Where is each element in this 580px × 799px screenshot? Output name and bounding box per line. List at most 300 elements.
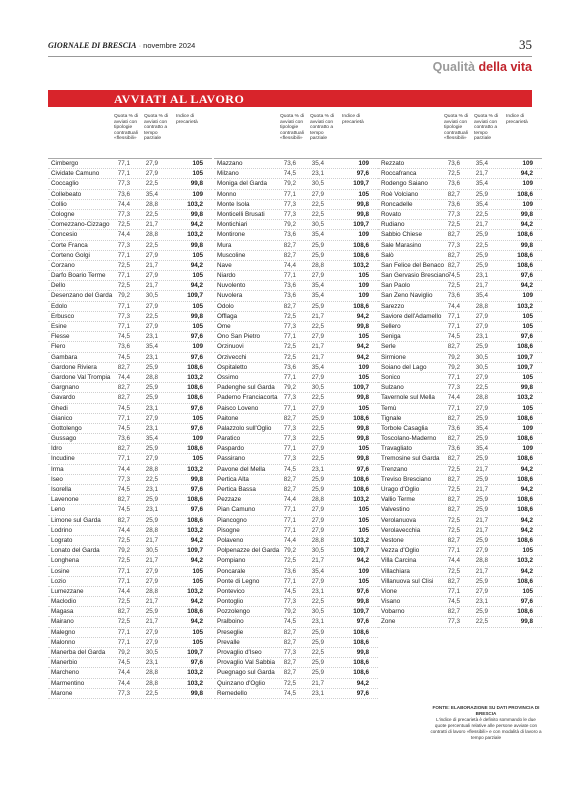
quota-parziale: 27,9 (145, 272, 158, 280)
table-row (214, 373, 378, 383)
indice-precarieta: 105 (522, 312, 533, 320)
quota-parziale: 30,5 (311, 180, 324, 188)
indice-precarieta: 99,8 (190, 210, 203, 218)
table-row (378, 444, 542, 454)
indice-precarieta: 94,2 (190, 282, 203, 290)
comune-name: Lavenone (51, 496, 79, 504)
quota-flessibili: 74,4 (117, 231, 130, 239)
table-row (214, 404, 378, 414)
table-row (214, 628, 378, 638)
quota-parziale: 28,8 (311, 261, 324, 269)
indice-precarieta: 108,6 (187, 608, 203, 616)
comune-name: Trenzano (381, 465, 408, 473)
table-row (214, 291, 378, 301)
indice-precarieta: 97,6 (190, 404, 203, 412)
comune-name: Maclodio (51, 598, 77, 606)
comune-name: Pontevico (217, 587, 245, 595)
comune-name: Nuvolera (217, 292, 243, 300)
table-row (378, 556, 542, 566)
header-tempo-parziale: Quota % di avviati con contratto a tempo parziale (474, 114, 499, 142)
table-row (378, 617, 542, 627)
table-row (214, 536, 378, 546)
indice-precarieta: 94,2 (356, 353, 369, 361)
indice-precarieta: 97,6 (190, 486, 203, 493)
indice-precarieta: 97,6 (520, 272, 533, 280)
quota-flessibili: 82,7 (447, 455, 460, 463)
quota-flessibili: 77,3 (283, 435, 296, 443)
comune-name: Pertica Bassa (217, 486, 256, 493)
quota-parziale: 25,9 (145, 445, 158, 453)
table-row (378, 159, 542, 169)
indice-precarieta: 109,7 (353, 547, 369, 555)
quota-flessibili: 77,1 (283, 516, 296, 524)
header-flessibili: Quota % di avviati con tipologie contrattuali «flessibili» (280, 114, 305, 142)
quota-parziale: 27,9 (311, 516, 324, 524)
table-row (48, 546, 212, 556)
quota-parziale: 23,1 (145, 404, 158, 412)
quota-flessibili: 74,5 (117, 506, 130, 514)
quota-parziale: 23,1 (475, 598, 488, 606)
quota-parziale: 22,5 (311, 210, 324, 218)
table-row (378, 291, 542, 301)
quota-parziale: 21,7 (311, 312, 324, 320)
indice-precarieta: 108,6 (187, 496, 203, 504)
quota-parziale: 27,9 (311, 526, 324, 534)
indice-precarieta: 94,2 (190, 557, 203, 565)
quota-parziale: 23,1 (145, 506, 158, 514)
quota-parziale: 25,9 (311, 251, 324, 259)
indice-precarieta: 105 (192, 577, 203, 585)
quota-flessibili: 74,4 (117, 200, 130, 208)
table-row (214, 424, 378, 434)
quota-flessibili: 72,5 (117, 618, 130, 626)
quota-parziale: 28,8 (145, 669, 158, 677)
quota-flessibili: 74,5 (283, 587, 296, 595)
indice-precarieta: 94,2 (190, 598, 203, 606)
indice-precarieta: 105 (192, 170, 203, 178)
quota-flessibili: 77,1 (283, 373, 296, 381)
comune-name: Flero (51, 343, 66, 351)
quota-parziale: 21,7 (145, 598, 158, 606)
quota-flessibili: 82,7 (447, 608, 460, 616)
quota-flessibili: 82,7 (447, 475, 460, 483)
page-header (48, 37, 532, 55)
table-row (214, 302, 378, 312)
quota-parziale: 27,9 (311, 333, 324, 341)
comune-name: Paspardo (217, 445, 244, 453)
comune-name: Cividate Camuno (51, 170, 100, 178)
quota-parziale: 21,7 (145, 261, 158, 269)
quota-parziale: 35,4 (475, 180, 488, 188)
indice-precarieta: 108,6 (353, 241, 369, 249)
indice-precarieta: 109 (358, 160, 369, 167)
quota-parziale: 25,9 (475, 577, 488, 585)
quota-parziale: 22,5 (475, 210, 488, 218)
quota-parziale: 35,4 (145, 435, 158, 443)
comune-name: Gottolengo (51, 424, 82, 432)
quota-parziale: 23,1 (311, 587, 324, 595)
comune-name: Ono San Pietro (217, 333, 261, 341)
quota-flessibili: 82,7 (283, 475, 296, 483)
table-row (48, 363, 212, 373)
table-row (48, 668, 212, 678)
indice-precarieta: 105 (358, 272, 369, 280)
table-row (214, 179, 378, 189)
quota-parziale: 30,5 (475, 363, 488, 371)
quota-parziale: 25,9 (475, 536, 488, 544)
comune-name: Salò (381, 251, 394, 259)
table-row (48, 271, 212, 281)
quota-flessibili: 77,3 (447, 210, 460, 218)
comune-name: Mairano (51, 618, 74, 626)
comune-name: Polaveno (217, 536, 244, 544)
comune-name: Pontoglio (217, 598, 244, 606)
comune-name: Ossimo (217, 373, 239, 381)
quota-parziale: 23,1 (311, 618, 324, 626)
comune-name: Rudiano (381, 221, 405, 229)
table-column-1 (48, 114, 212, 699)
quota-flessibili: 74,4 (447, 394, 460, 402)
section-title-part2: della vita (478, 60, 532, 74)
quota-flessibili: 77,1 (283, 333, 296, 341)
quota-parziale: 21,7 (145, 282, 158, 290)
quota-parziale: 28,8 (475, 394, 488, 402)
comune-name: Provaglio Val Sabbia (217, 659, 275, 667)
indice-precarieta: 105 (522, 587, 533, 595)
comune-name: Verolanuova (381, 516, 417, 524)
quota-flessibili: 77,1 (283, 506, 296, 514)
indice-precarieta: 103,2 (187, 669, 203, 677)
table-row (378, 220, 542, 230)
table-row (48, 567, 212, 577)
indice-precarieta: 105 (192, 302, 203, 310)
table-row (378, 271, 542, 281)
quota-flessibili: 82,7 (283, 486, 296, 493)
quota-parziale: 22,5 (145, 689, 158, 697)
indice-precarieta: 108,6 (187, 384, 203, 392)
quota-flessibili: 77,1 (447, 587, 460, 595)
quota-flessibili: 73,6 (447, 424, 460, 432)
quota-flessibili: 72,5 (283, 679, 296, 687)
quota-parziale: 28,8 (145, 679, 158, 687)
quota-parziale: 23,1 (311, 689, 324, 697)
quota-flessibili: 74,4 (117, 669, 130, 677)
quota-flessibili: 74,4 (283, 536, 296, 544)
table-row (214, 312, 378, 322)
quota-parziale: 28,8 (311, 536, 324, 544)
quota-flessibili: 82,7 (447, 577, 460, 585)
comune-name: Gardone Riviera (51, 363, 97, 371)
table-row (214, 505, 378, 515)
indice-precarieta: 105 (358, 404, 369, 412)
table-row (214, 281, 378, 291)
comune-name: Gianico (51, 414, 73, 422)
comune-name: Manerba del Garda (51, 649, 106, 656)
quota-flessibili: 77,3 (117, 210, 130, 218)
quota-flessibili: 74,5 (283, 170, 296, 178)
table-row (378, 322, 542, 332)
table-row (48, 190, 212, 200)
table-row (214, 617, 378, 627)
quota-flessibili: 77,1 (447, 404, 460, 412)
indice-precarieta: 97,6 (190, 506, 203, 514)
quota-flessibili: 74,4 (117, 465, 130, 473)
comune-name: Tavernole sul Mella (381, 394, 435, 402)
indice-precarieta: 105 (358, 526, 369, 534)
table-row (378, 567, 542, 577)
comune-name: Lograto (51, 536, 73, 544)
quota-parziale: 27,9 (311, 373, 324, 381)
banner-title: AVVIATI AL LAVORO (114, 92, 245, 106)
indice-precarieta: 109 (522, 424, 533, 432)
table-rows (378, 158, 542, 628)
comune-name: Coccaglio (51, 180, 79, 188)
comune-name: Isorella (51, 486, 72, 493)
indice-precarieta: 103,2 (353, 536, 369, 544)
quota-parziale: 21,7 (311, 679, 324, 687)
quota-parziale: 22,5 (145, 210, 158, 218)
table-row (214, 241, 378, 251)
table-row (214, 434, 378, 444)
indice-precarieta: 108,6 (187, 445, 203, 453)
indice-precarieta: 108,6 (187, 394, 203, 402)
quota-parziale: 27,9 (475, 587, 488, 595)
quota-flessibili: 73,6 (283, 363, 296, 371)
comune-name: Corte Franca (51, 241, 88, 249)
comune-name: Temù (381, 404, 397, 412)
comune-name: Idro (51, 445, 62, 453)
quota-parziale: 21,7 (475, 486, 488, 493)
indice-precarieta: 105 (358, 577, 369, 585)
quota-flessibili: 82,7 (283, 638, 296, 646)
indice-precarieta: 108,6 (517, 231, 533, 239)
table-row (48, 210, 212, 220)
quota-parziale: 27,9 (145, 455, 158, 463)
quota-parziale: 22,5 (311, 649, 324, 656)
indice-precarieta: 108,6 (353, 638, 369, 646)
comune-name: Ome (217, 323, 231, 330)
quota-parziale: 27,9 (475, 547, 488, 555)
quota-flessibili: 82,7 (283, 659, 296, 667)
quota-flessibili: 82,7 (447, 506, 460, 514)
quota-flessibili: 82,7 (447, 261, 460, 269)
quota-flessibili: 77,3 (283, 200, 296, 208)
quota-parziale: 25,9 (311, 638, 324, 646)
quota-parziale: 28,8 (145, 526, 158, 534)
indice-precarieta: 103,2 (187, 373, 203, 381)
indice-precarieta: 105 (358, 190, 369, 198)
header-tempo-parziale: Quota % di avviati con contratto a tempo parziale (310, 114, 335, 142)
quota-flessibili: 74,5 (117, 333, 130, 341)
table-row (378, 434, 542, 444)
quota-flessibili: 74,5 (117, 486, 130, 493)
table-row (378, 536, 542, 546)
quota-flessibili: 82,7 (447, 496, 460, 504)
table-row (378, 454, 542, 464)
indice-precarieta: 97,6 (190, 424, 203, 432)
quota-flessibili: 74,4 (117, 679, 130, 687)
indice-precarieta: 94,2 (520, 221, 533, 229)
quota-flessibili: 74,5 (447, 598, 460, 606)
comune-name: Sonico (381, 373, 401, 381)
comune-name: Marcheno (51, 669, 80, 677)
comune-name: Vallio Terme (381, 496, 416, 504)
comune-name: Piancogno (217, 516, 247, 524)
quota-flessibili: 77,3 (283, 649, 296, 656)
indice-precarieta: 94,2 (520, 486, 533, 493)
quota-flessibili: 72,5 (117, 598, 130, 606)
quota-flessibili: 74,4 (117, 373, 130, 381)
table-row (214, 200, 378, 210)
comune-name: Montichiari (217, 221, 248, 229)
indice-precarieta: 108,6 (353, 251, 369, 259)
table-row (378, 332, 542, 342)
indice-precarieta: 105 (358, 445, 369, 453)
quota-flessibili: 72,5 (447, 221, 460, 229)
table-row (48, 607, 212, 617)
quota-flessibili: 82,7 (117, 384, 130, 392)
quota-flessibili: 77,1 (447, 323, 460, 330)
table-row (48, 434, 212, 444)
table-row (378, 393, 542, 403)
table-row (378, 516, 542, 526)
quota-parziale: 25,9 (311, 486, 324, 493)
table-row (48, 230, 212, 240)
indice-precarieta: 94,2 (190, 221, 203, 229)
comune-name: Collio (51, 200, 67, 208)
quota-flessibili: 82,7 (117, 516, 130, 524)
table-row (378, 230, 542, 240)
indice-precarieta: 97,6 (190, 353, 203, 361)
comune-name: Visano (381, 598, 401, 606)
comune-name: Lumezzane (51, 587, 84, 595)
comune-name: Sale Marasino (381, 241, 422, 249)
comune-name: Paratico (217, 435, 241, 443)
comune-name: Sulzano (381, 384, 404, 392)
table-row (48, 587, 212, 597)
table-row (48, 342, 212, 352)
indice-precarieta: 109 (358, 567, 369, 575)
quota-parziale: 35,4 (475, 200, 488, 208)
table-row (214, 230, 378, 240)
table-row (48, 444, 212, 454)
quota-flessibili: 74,4 (447, 302, 460, 310)
table-row (214, 607, 378, 617)
quota-parziale: 25,9 (475, 261, 488, 269)
comune-name: Edolo (51, 302, 68, 310)
table-row (378, 577, 542, 587)
quota-parziale: 35,4 (311, 282, 324, 290)
quota-parziale: 27,9 (311, 506, 324, 514)
quota-flessibili: 72,5 (117, 221, 130, 229)
quota-parziale: 22,5 (311, 598, 324, 606)
comune-name: Cologne (51, 210, 75, 218)
indice-precarieta: 109,7 (187, 292, 203, 300)
table-row (378, 526, 542, 536)
table-row (378, 485, 542, 495)
table-row (48, 251, 212, 261)
table-row (214, 342, 378, 352)
comune-name: Pavone del Mella (217, 465, 266, 473)
indice-precarieta: 97,6 (190, 333, 203, 341)
table-row (378, 424, 542, 434)
indice-precarieta: 109,7 (517, 363, 533, 371)
indice-precarieta: 105 (522, 547, 533, 555)
table-row (214, 526, 378, 536)
quota-parziale: 22,5 (311, 435, 324, 443)
comune-name: Orzivecchi (217, 353, 247, 361)
quota-flessibili: 82,7 (283, 241, 296, 249)
table-row (378, 210, 542, 220)
comune-name: Gargnano (51, 384, 80, 392)
indice-precarieta: 108,6 (353, 659, 369, 667)
indice-precarieta: 103,2 (187, 465, 203, 473)
indice-precarieta: 108,6 (517, 261, 533, 269)
quota-parziale: 21,7 (145, 618, 158, 626)
table-row (214, 587, 378, 597)
table-row (48, 302, 212, 312)
comune-name: Corzano (51, 261, 75, 269)
comune-name: Concesio (51, 231, 78, 239)
comune-name: Puegnago sul Garda (217, 669, 275, 677)
indice-precarieta: 109,7 (353, 608, 369, 616)
quota-flessibili: 77,1 (283, 404, 296, 412)
quota-parziale: 27,9 (475, 323, 488, 330)
indice-precarieta: 97,6 (356, 689, 369, 697)
quota-flessibili: 79,2 (117, 547, 130, 555)
quota-flessibili: 72,5 (447, 567, 460, 575)
comune-name: Offlaga (217, 312, 238, 320)
quota-flessibili: 82,7 (117, 608, 130, 616)
quota-parziale: 25,9 (311, 241, 324, 249)
table-row (48, 454, 212, 464)
indice-precarieta: 105 (192, 323, 203, 330)
indice-precarieta: 94,2 (520, 170, 533, 178)
indice-precarieta: 105 (358, 333, 369, 341)
quota-parziale: 21,7 (145, 557, 158, 565)
table-row (48, 628, 212, 638)
table-row (214, 159, 378, 169)
comune-name: Paisco Loveno (217, 404, 259, 412)
quota-flessibili: 77,1 (283, 190, 296, 198)
table-row (378, 363, 542, 373)
table-row (378, 251, 542, 261)
comune-name: Serle (381, 343, 396, 351)
indice-precarieta: 109 (358, 282, 369, 290)
quota-parziale: 25,9 (475, 190, 488, 198)
comune-name: Vione (381, 587, 397, 595)
page-number: 35 (519, 37, 532, 52)
quota-flessibili: 77,1 (117, 455, 130, 463)
table-row (48, 404, 212, 414)
comune-name: Rezzato (381, 160, 405, 167)
table-row (378, 383, 542, 393)
indice-precarieta: 99,8 (190, 475, 203, 483)
issue-date: novembre 2024 (143, 41, 196, 50)
quota-flessibili: 77,3 (117, 241, 130, 249)
comune-name: Urago d'Oglio (381, 486, 420, 493)
quota-flessibili: 77,3 (117, 180, 130, 188)
table-row (378, 353, 542, 363)
comune-name: Preseglie (217, 628, 244, 636)
comune-name: Moniga del Garda (217, 180, 268, 188)
quota-flessibili: 74,5 (117, 353, 130, 361)
table-row (214, 658, 378, 668)
quota-parziale: 35,4 (311, 231, 324, 239)
indice-precarieta: 105 (192, 567, 203, 575)
quota-flessibili: 77,3 (447, 618, 460, 626)
quota-parziale: 22,5 (311, 394, 324, 402)
